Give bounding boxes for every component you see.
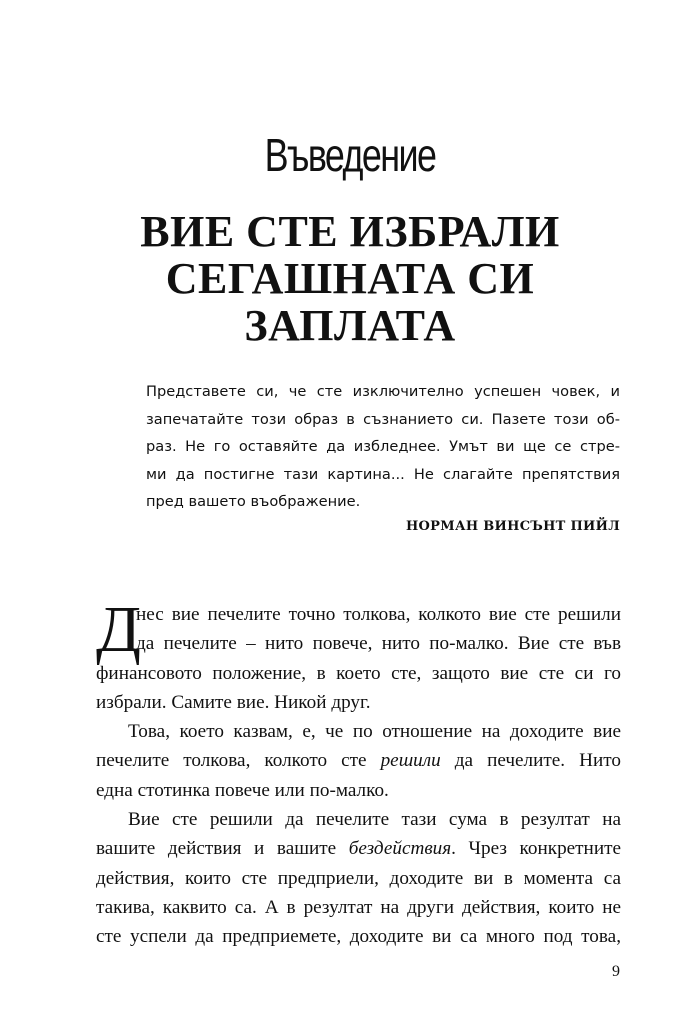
body-line: Това, което казвам, е, че по отношение на доходите вие xyxy=(128,721,621,743)
epigraph-author: НОРМАН ВИНСЪНТ ПИЙЛ xyxy=(405,519,620,534)
epigraph-line: ми да постигне тази картина... Не слагайте препятствия xyxy=(146,465,620,483)
chapter-title-line: СЕГАШНАТА СИ xyxy=(165,254,535,303)
body-text-run: печелите толкова, колкото сте xyxy=(96,750,381,772)
body-text-run: . Чрез конкретните xyxy=(451,838,621,860)
body-line xyxy=(96,834,621,863)
chapter-title-line: ЗАПЛАТА xyxy=(244,301,456,350)
body-line: една стотинка повече или по-малко. xyxy=(96,779,389,801)
chapter-title-line: ВИЕ СТЕ ИЗБРАЛИ xyxy=(140,207,560,256)
body-line: действия, които сте предприели, доходите ви в момента са xyxy=(96,867,621,889)
body-line: избрали. Самите вие. Никой друг. xyxy=(96,691,371,713)
body-line: такива, каквито са. А в резултат на други действия, които не xyxy=(96,896,621,918)
body-text xyxy=(96,593,621,952)
section-label: Въведение xyxy=(264,129,436,181)
body-line: нес вие печелите точно толкова, колкото вие сте решили xyxy=(136,604,621,625)
body-line: Вие сте решили да печелите тази сума в резултат на xyxy=(128,809,621,831)
page-number: 9 xyxy=(612,963,620,980)
epigraph-line: Представете си, че сте изключително успешен човек, и xyxy=(146,383,620,400)
body-text-run: да печелите. Нито xyxy=(440,750,621,772)
epigraph-line: пред вашето въображение. xyxy=(146,493,361,510)
emphasis: бездействия xyxy=(348,838,452,860)
epigraph-line: раз. Не го оставяйте да избледнее. Умът ви ще се стре- xyxy=(146,438,620,455)
body-line: финансовото положение, в което сте, защото вие сте си го xyxy=(96,662,621,684)
epigraph xyxy=(146,378,620,516)
emphasis: решили xyxy=(380,750,441,772)
body-text-run: вашите действия и вашите xyxy=(96,838,349,860)
chapter-title xyxy=(100,208,600,349)
body-line: да печелите – нито повече, нито по-малко. Вие сте във xyxy=(136,633,621,655)
epigraph-line: запечатайте този образ в съзнанието си. Пазете този об- xyxy=(146,410,620,428)
drop-cap: Д xyxy=(96,593,142,666)
body-line xyxy=(96,746,621,775)
body-line: сте успели да предприемете, доходите ви са много под това, xyxy=(96,926,621,948)
